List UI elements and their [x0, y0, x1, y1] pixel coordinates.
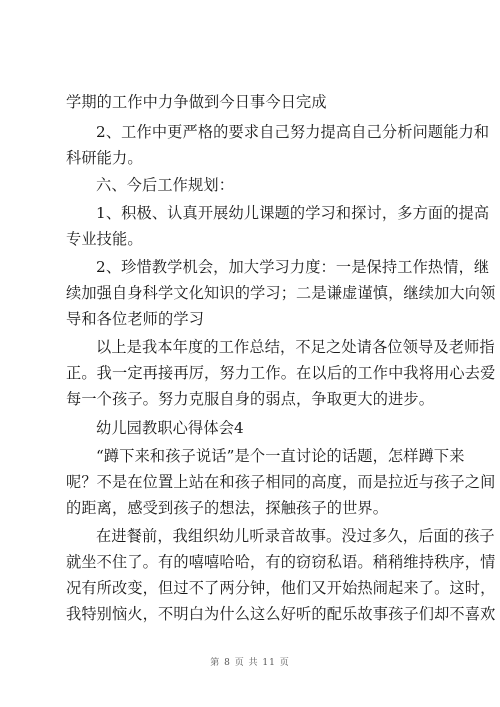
text-line-3: 科研能力。	[66, 149, 143, 167]
text-line-19: 况有所改变，但过不了两分钟，他们又开始热闹起来了。这时，	[66, 579, 496, 597]
text-line-15: 呢？不是在位置上站在和孩子相同的高度，而是拉近与孩子之间	[66, 473, 496, 491]
text-line-20: 我特别恼火，不明白为什么这么好听的配乐故事孩子们却不喜欢	[66, 605, 496, 623]
text-line-6: 专业技能。	[66, 230, 143, 248]
text-line-1: 学期的工作中力争做到今日事今日完成	[66, 93, 327, 111]
text-line-12: 每一个孩子。努力克服自身的弱点，争取更大的进步。	[66, 390, 435, 408]
text-line-5: 1、积极、认真开展幼儿课题的学习和探讨，多方面的提高	[96, 204, 490, 222]
text-line-17: 在进餐前，我组织幼儿听录音故事。没过多久，后面的孩子	[96, 527, 495, 545]
text-line-2: 2、工作中更严格的要求自己努力提高自己分析问题能力和	[96, 123, 490, 141]
text-line-9: 导和各位老师的学习	[66, 310, 205, 328]
text-line-18: 就坐不住了。有的嘻嘻哈哈，有的窃窃私语。稍稍维持秩序，情	[66, 553, 496, 571]
page-number-footer: 第 8 页 共 11 页	[210, 658, 290, 668]
section-title: 幼儿园教职心得体会4	[96, 419, 244, 437]
text-line-11: 正。我一定再接再厉，努力工作。在以后的工作中我将用心去爱	[66, 364, 496, 382]
text-line-8: 续加强自身科学文化知识的学习；二是谦虚谨慎，继续加大向领	[66, 284, 496, 302]
text-line-16: 的距离，感受到孩子的想法，探触孩子的世界。	[66, 499, 389, 517]
text-line-14: “蹲下来和孩子说话”是个一直讨论的话题，怎样蹲下来	[96, 447, 465, 465]
text-line-10: 以上是我本年度的工作总结，不足之处请各位领导及老师指	[96, 338, 495, 356]
section-heading: 六、今后工作规划：	[96, 176, 235, 194]
text-line-7: 2、珍惜教学机会，加大学习力度：一是保持工作热情，继	[96, 258, 490, 276]
